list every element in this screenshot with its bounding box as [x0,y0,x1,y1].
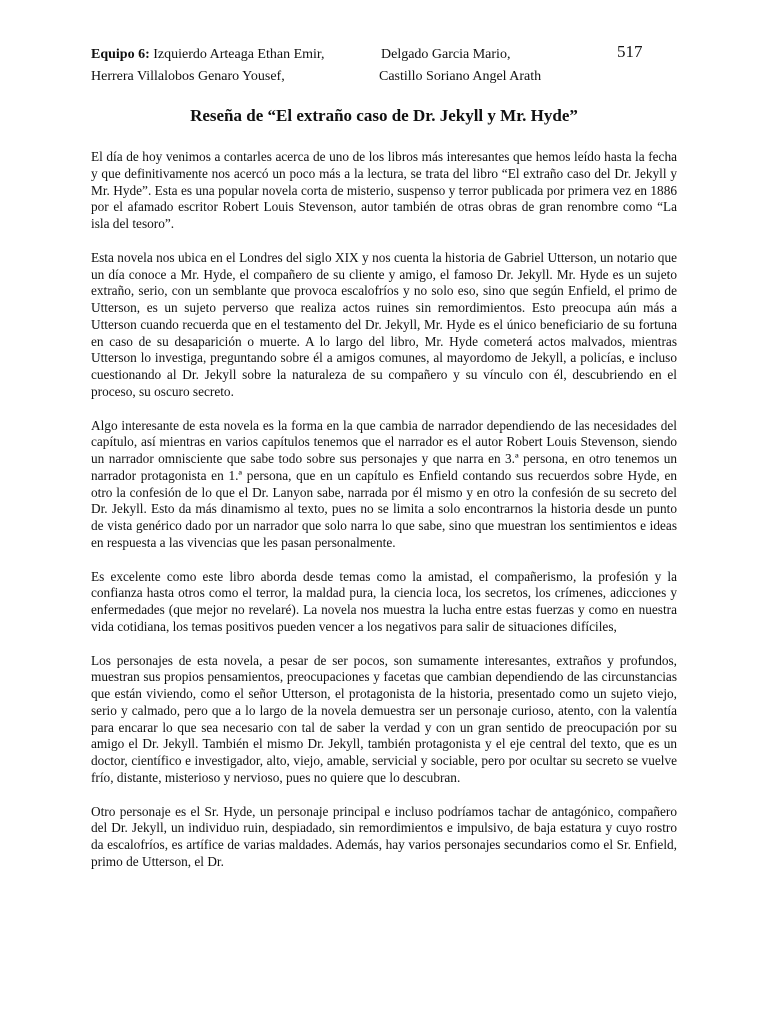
team-member-4: Castillo Soriano Angel Arath [379,69,542,84]
document-header [91,44,671,88]
document-title: Reseña de “El extraño caso de Dr. Jekyll y Mr. Hyde” [190,106,578,125]
paragraph-5: Los personajes de esta novela, a pesar de ser pocos, son sumamente interesantes, extraños y profundos, muestran sus propios pensamientos, preocupaciones y facetas que cambian dependiendo de las circunstancias que están viviendo, como el señor Utterson, el protagonista de la historia, presentado como un sujeto viejo, serio y calmado, pero que a lo largo de la novela demuestra ser un personaje curioso, atento, con la valentía para encarar lo que sea necesario con tal de saber la verdad y con un gran sentido de preocupación por su amigo el Dr. Jekyll. También el mismo Dr. Jekyll, también protagonista y el eje central del texto, que es un doctor, científico e investigador, alto, viejo, amable, servicial y sociable, pero por ocultar su secreto se vuelve frío, distante, misterioso y nervioso, pues no quiere que lo descubran. [91,652,677,785]
team-member-3: Herrera Villalobos Genaro Yousef, [91,69,285,84]
team-member-1: Izquierdo Arteaga Ethan Emir, [153,47,325,62]
team-label: Equipo 6: [91,47,150,62]
paragraph-6: Otro personaje es el Sr. Hyde, un personaje principal e incluso podríamos tachar de antagónico, compañero del Dr. Jekyll, un individuo ruin, despiadado, sin remordimientos e impulsivo, de baja estatura y cuyo rostro da escalofríos, es artífice de varias maldades. Además, hay varios personajes secundarios como el Sr. Enfield, primo de Utterson, el Dr. [91,803,677,869]
paragraph-4: Es excelente como este libro aborda desde temas como la amistad, el compañerismo, la profesión y la confianza hasta otros como el terror, la maldad pura, la ciencia loca, los secretos, los crímenes, adicciones y enfermedades (que mejor no revelaré). La novela nos muestra la lucha entre estas fuerzas y como en nuestra vida cotidiana, los temas positivos pueden vencer a los negativos para salir de situaciones difíciles, [91,568,677,634]
team-member-2: Delgado Garcia Mario, [381,47,511,62]
header-row-2 [91,66,671,88]
document-body [91,149,677,871]
page-number: 517 [617,42,643,61]
paragraph-2: Esta novela nos ubica en el Londres del siglo XIX y nos cuenta la historia de Gabriel Utterson, un notario que un día conoce a Mr. Hyde, el compañero de su cliente y amigo, el famoso Dr. Jekyll. Mr. Hyde es un sujeto extraño, serio, con un semblante que provoca escalofríos y no solo eso, sino que según Enfield, el primo de Utterson, es un sujeto perverso que realiza actos ruines sin remordimientos. Esto preocupa aún más a Utterson cuando recuerda que en el testamento del Dr. Jekyll, Mr. Hyde es el único beneficiario de su fortuna en caso de su desaparición o muerte. A lo largo del libro, Mr. Hyde cometerá actos malvados, mientras Utterson lo investiga, preguntando sobre él a amigos comunes, al mayordomo de Jekyll, a policías, e incluso cuestionando al Dr. Jekyll sobre la naturaleza de su compañero y su vínculo con él, descubriendo en el proceso, su oscuro secreto. [91,249,677,399]
header-team-line [91,44,325,66]
paragraph-3: Algo interesante de esta novela es la forma en la que cambia de narrador dependiendo de las necesidades del capítulo, así mientras en varios capítulos tenemos que el narrador es el autor Robert Louis Stevenson, siendo un narrador omnisciente que sabe todo sobre sus personajes y que narra en 3.ª persona, en otro tenemos un narrador protagonista en 1.ª persona, que en un capítulo es Enfield contando sus recuerdos sobre Hyde, en otro la confesión de lo que el Dr. Lanyon sabe, narrada por él mismo y en otro la confesión de su secreto del Dr. Jekyll. Esto da más dinamismo al texto, pues no se limita a solo encontrarnos la historia desde un punto de vista genérico dado por un narrador que solo narra lo que sabe, sino que muestran los sentimientos e ideas en respuesta a las vivencias que les pasan personalmente. [91,417,677,550]
header-row-1 [91,44,671,66]
paragraph-1: El día de hoy venimos a contarles acerca de uno de los libros más interesantes que hemos leído hasta la fecha y que definitivamente nos acercó un poco más a la lectura, se trata del libro “El extraño caso del Dr. Jekyll y Mr. Hyde”. Esta es una popular novela corta de misterio, suspenso y terror publicada por primera vez en 1886 por el afamado escritor Robert Louis Stevenson, autor también de otras obras de gran renombre como “La isla del tesoro”. [91,149,677,231]
